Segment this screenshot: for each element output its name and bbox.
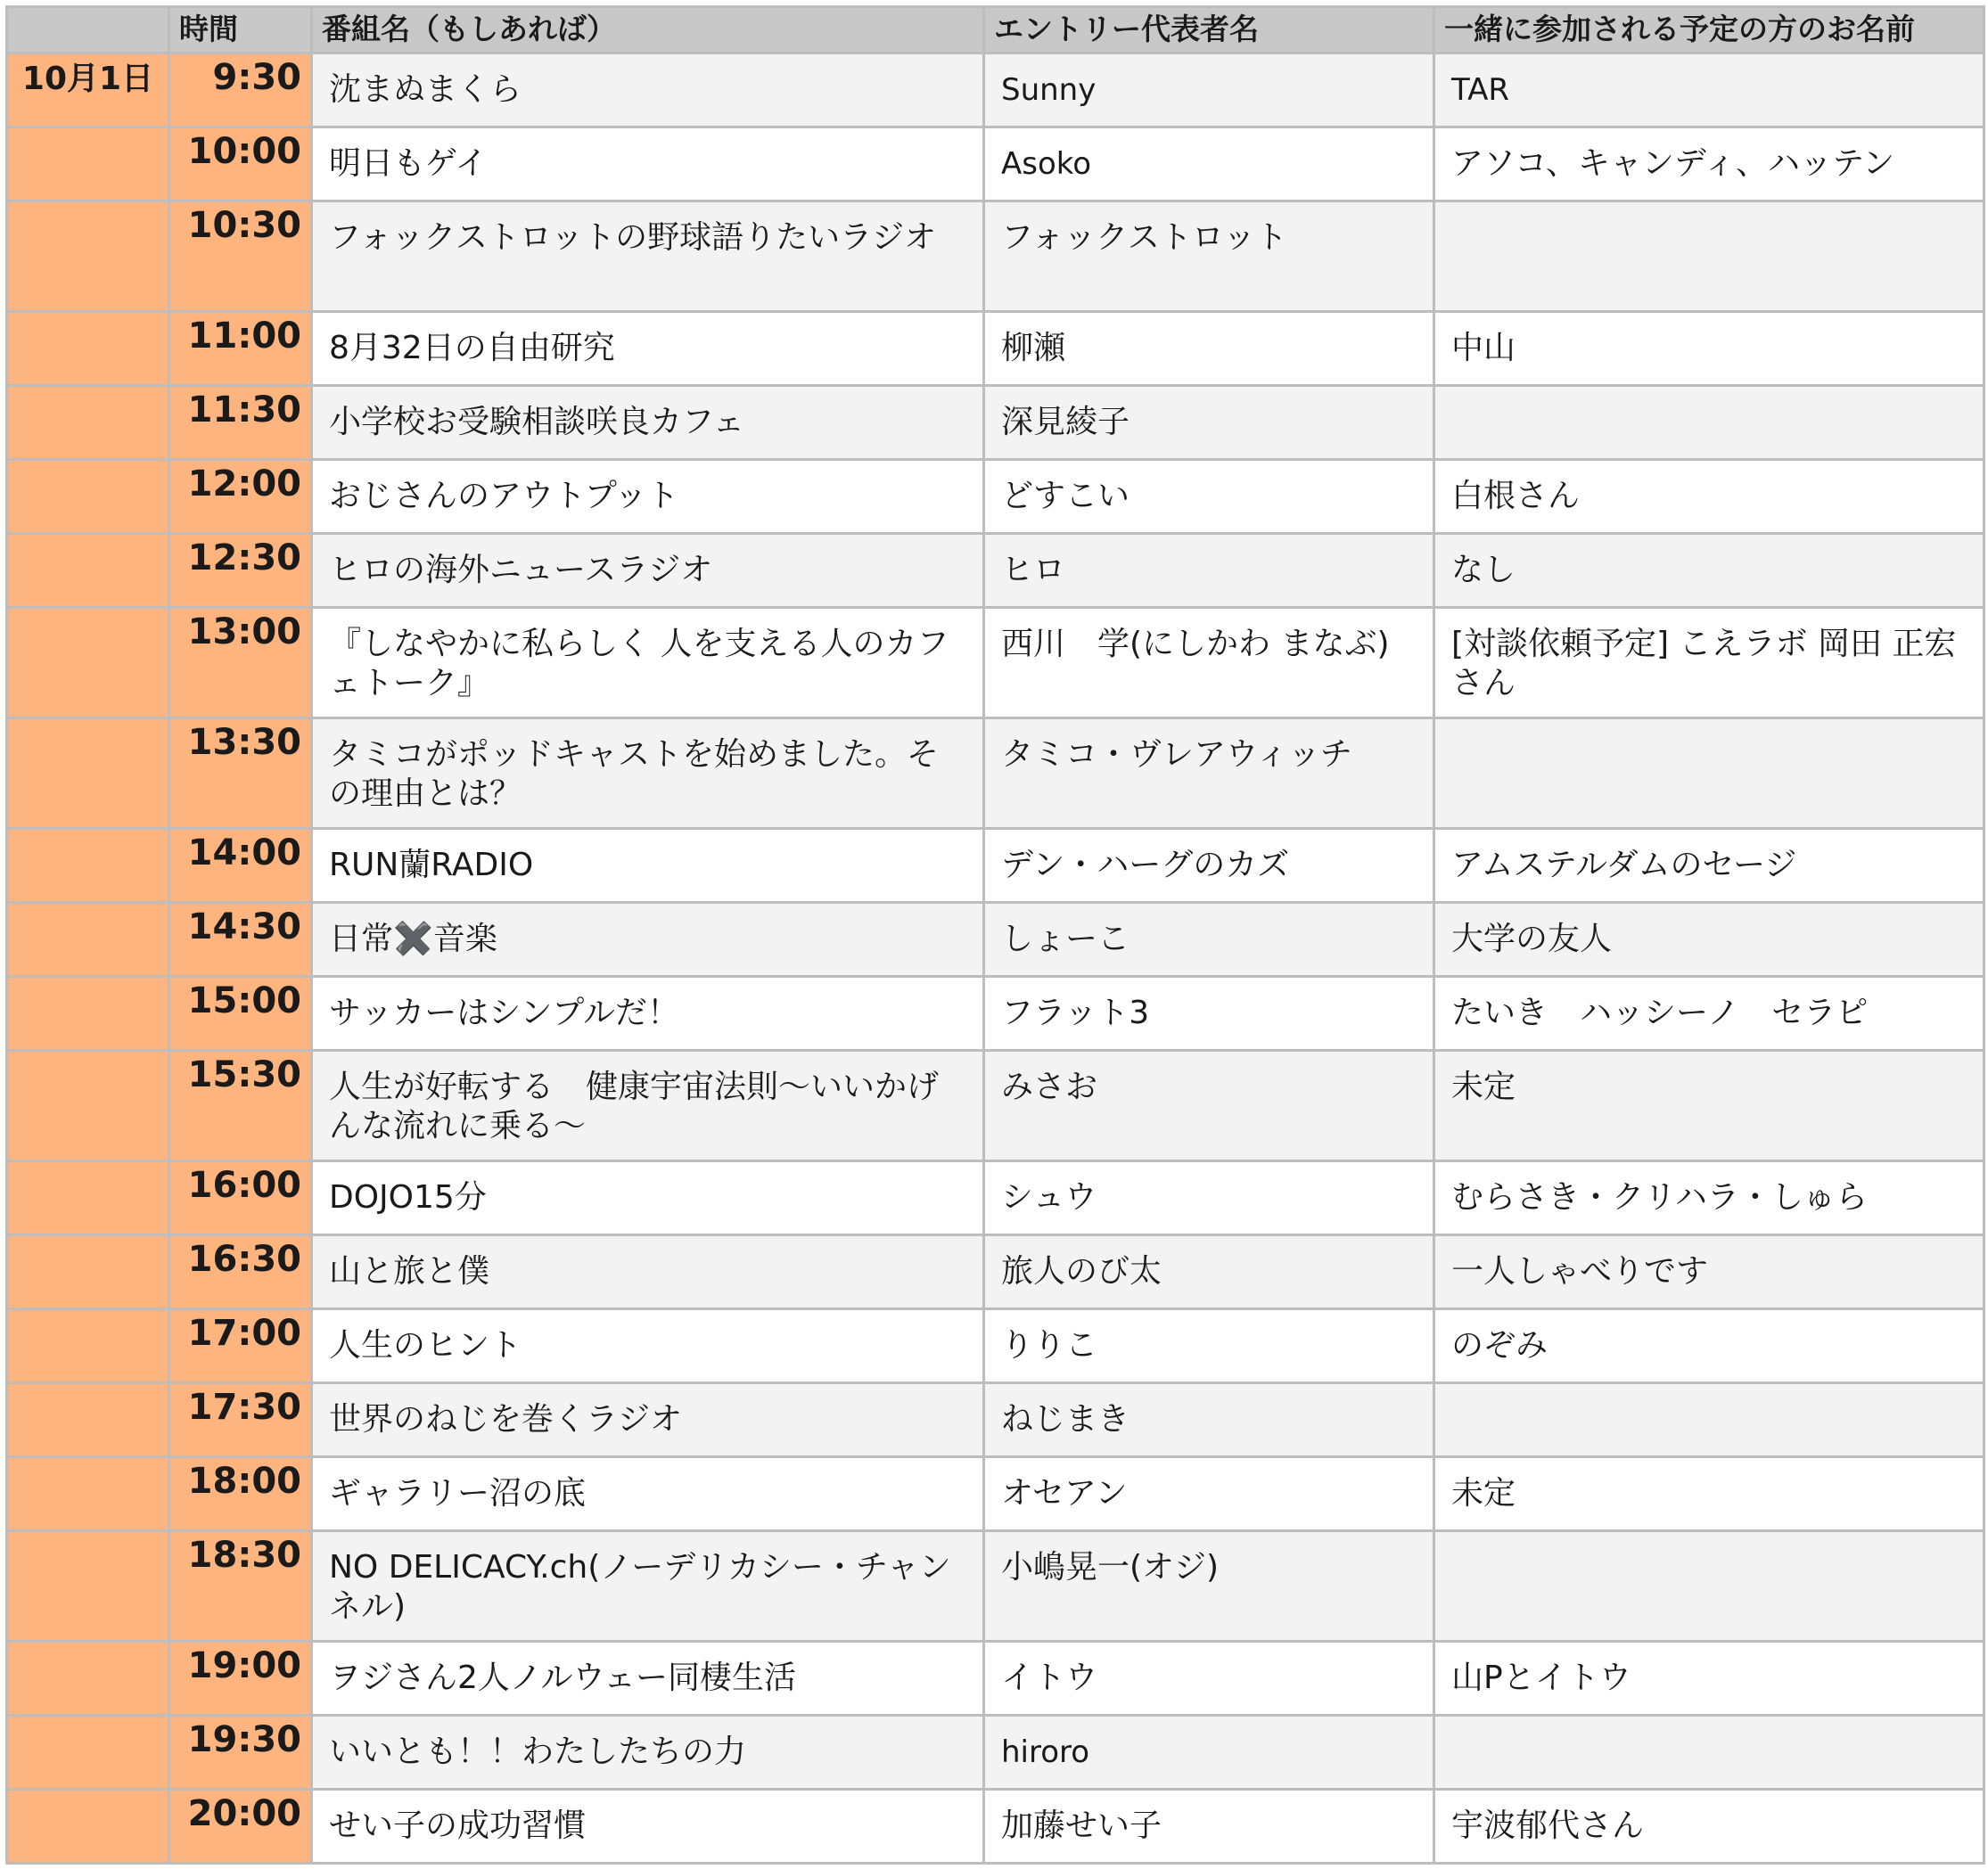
date-cell[interactable] — [7, 1457, 169, 1531]
date-cell[interactable] — [7, 1235, 169, 1309]
participants-cell[interactable]: むらさき・クリハラ・しゅら — [1434, 1161, 1984, 1235]
participants-cell[interactable]: なし — [1434, 534, 1984, 608]
table-row — [7, 460, 1984, 534]
representative-cell[interactable]: Asoko — [984, 127, 1434, 201]
date-cell[interactable] — [7, 718, 169, 829]
program-cell[interactable]: おじさんのアウトプット — [312, 460, 984, 534]
table-row — [7, 1716, 1984, 1790]
program-cell[interactable]: サッカーはシンプルだ！ — [312, 977, 984, 1051]
time-cell[interactable]: 14:00 — [169, 829, 312, 903]
representative-cell[interactable]: 旅人のび太 — [984, 1235, 1434, 1309]
participants-cell[interactable]: 大学の友人 — [1434, 903, 1984, 977]
date-cell[interactable] — [7, 1642, 169, 1716]
date-cell[interactable] — [7, 386, 169, 460]
time-cell[interactable]: 14:30 — [169, 903, 312, 977]
representative-cell[interactable]: hiroro — [984, 1716, 1434, 1790]
time-cell[interactable]: 19:30 — [169, 1716, 312, 1790]
header-program[interactable]: 番組名（もしあれば） — [312, 7, 984, 53]
participants-cell[interactable]: アムステルダムのセージ — [1434, 829, 1984, 903]
program-cell[interactable]: 沈まぬまくら — [312, 53, 984, 127]
time-cell[interactable]: 10:30 — [169, 201, 312, 312]
table-row — [7, 127, 1984, 201]
schedule-body — [7, 53, 1984, 1864]
time-cell[interactable]: 11:00 — [169, 312, 312, 386]
time-cell[interactable]: 15:00 — [169, 977, 312, 1051]
participants-cell[interactable]: 未定 — [1434, 1051, 1984, 1161]
program-cell[interactable]: ギャラリー沼の底 — [312, 1457, 984, 1531]
time-cell[interactable]: 11:30 — [169, 386, 312, 460]
table-row — [7, 1531, 1984, 1642]
header-date[interactable] — [7, 7, 169, 53]
date-cell[interactable] — [7, 829, 169, 903]
date-cell[interactable] — [7, 1383, 169, 1457]
table-row — [7, 903, 1984, 977]
table-row — [7, 1235, 1984, 1309]
time-cell[interactable]: 12:00 — [169, 460, 312, 534]
participants-cell[interactable] — [1434, 718, 1984, 829]
participants-cell[interactable]: 中山 — [1434, 312, 1984, 386]
header-row — [7, 7, 1984, 53]
table-row — [7, 534, 1984, 608]
table-row — [7, 53, 1984, 127]
program-cell[interactable]: 明日もゲイ — [312, 127, 984, 201]
program-cell[interactable]: NO DELICACY.ch(ノーデリカシー・チャンネル) — [312, 1531, 984, 1642]
time-cell[interactable]: 13:30 — [169, 718, 312, 829]
participants-cell[interactable]: 一人しゃべりです — [1434, 1235, 1984, 1309]
participants-cell[interactable] — [1434, 201, 1984, 312]
program-cell[interactable]: 人生のヒント — [312, 1309, 984, 1383]
representative-cell[interactable]: イトウ — [984, 1642, 1434, 1716]
representative-cell[interactable]: 柳瀬 — [984, 312, 1434, 386]
program-cell[interactable]: いいとも！！わたしたちの力 — [312, 1716, 984, 1790]
time-cell[interactable]: 15:30 — [169, 1051, 312, 1161]
date-cell[interactable] — [7, 608, 169, 718]
date-cell[interactable] — [7, 1531, 169, 1642]
time-cell[interactable]: 13:00 — [169, 608, 312, 718]
date-cell[interactable] — [7, 1051, 169, 1161]
representative-cell[interactable]: フラット3 — [984, 977, 1434, 1051]
time-cell[interactable]: 16:30 — [169, 1235, 312, 1309]
representative-cell[interactable]: どすこい — [984, 460, 1434, 534]
participants-cell[interactable]: たいき ハッシーノ セラピ — [1434, 977, 1984, 1051]
representative-cell[interactable]: シュウ — [984, 1161, 1434, 1235]
time-cell[interactable]: 17:30 — [169, 1383, 312, 1457]
time-cell[interactable]: 20:00 — [169, 1790, 312, 1864]
program-cell[interactable]: 日常✖️音楽 — [312, 903, 984, 977]
representative-cell[interactable]: フォックストロット — [984, 201, 1434, 312]
table-row — [7, 1161, 1984, 1235]
date-cell[interactable] — [7, 534, 169, 608]
table-row — [7, 1642, 1984, 1716]
table-row — [7, 312, 1984, 386]
table-row — [7, 1383, 1984, 1457]
time-cell[interactable]: 12:30 — [169, 534, 312, 608]
table-row — [7, 201, 1984, 312]
representative-cell[interactable]: みさお — [984, 1051, 1434, 1161]
table-row — [7, 829, 1984, 903]
date-cell[interactable] — [7, 1790, 169, 1864]
program-cell[interactable]: タミコがポッドキャストを始めました。その理由とは？ — [312, 718, 984, 829]
table-row — [7, 608, 1984, 718]
participants-cell[interactable]: 山Pとイトウ — [1434, 1642, 1984, 1716]
time-cell[interactable]: 9:30 — [169, 53, 312, 127]
participants-cell[interactable]: 未定 — [1434, 1457, 1984, 1531]
representative-cell[interactable]: タミコ・ヴレアウィッチ — [984, 718, 1434, 829]
date-cell[interactable] — [7, 201, 169, 312]
program-cell[interactable]: RUN蘭RADIO — [312, 829, 984, 903]
date-cell[interactable] — [7, 903, 169, 977]
representative-cell[interactable]: ヒロ — [984, 534, 1434, 608]
program-cell[interactable]: せい子の成功習慣 — [312, 1790, 984, 1864]
participants-cell[interactable]: アソコ、キャンディ、ハッテン — [1434, 127, 1984, 201]
program-cell[interactable]: 8月32日の自由研究 — [312, 312, 984, 386]
table-row — [7, 1309, 1984, 1383]
participants-cell[interactable]: 宇波郁代さん — [1434, 1790, 1984, 1864]
program-cell[interactable]: ヲジさん2人ノルウェー同棲生活 — [312, 1642, 984, 1716]
header-time[interactable]: 時間 — [169, 7, 312, 53]
table-row — [7, 1051, 1984, 1161]
representative-cell[interactable]: 深見綾子 — [984, 386, 1434, 460]
representative-cell[interactable]: デン・ハーグのカズ — [984, 829, 1434, 903]
date-cell[interactable] — [7, 312, 169, 386]
time-cell[interactable]: 18:30 — [169, 1531, 312, 1642]
program-cell[interactable]: ヒロの海外ニュースラジオ — [312, 534, 984, 608]
participants-cell[interactable] — [1434, 1531, 1984, 1642]
program-cell[interactable]: フォックストロットの野球語りたいラジオ — [312, 201, 984, 312]
time-cell[interactable]: 16:00 — [169, 1161, 312, 1235]
header-representative[interactable]: エントリー代表者名 — [984, 7, 1434, 53]
time-cell[interactable]: 19:00 — [169, 1642, 312, 1716]
time-cell[interactable]: 18:00 — [169, 1457, 312, 1531]
date-cell[interactable] — [7, 1716, 169, 1790]
table-row — [7, 977, 1984, 1051]
participants-cell[interactable]: TAR — [1434, 53, 1984, 127]
representative-cell[interactable]: りりこ — [984, 1309, 1434, 1383]
representative-cell[interactable]: しょーこ — [984, 903, 1434, 977]
representative-cell[interactable]: 加藤せい子 — [984, 1790, 1434, 1864]
table-row — [7, 1457, 1984, 1531]
program-cell[interactable]: DOJO15分 — [312, 1161, 984, 1235]
participants-cell[interactable]: 白根さん — [1434, 460, 1984, 534]
program-cell[interactable]: 人生が好転する 健康宇宙法則〜いいかげんな流れに乗る〜 — [312, 1051, 984, 1161]
participants-cell[interactable]: のぞみ — [1434, 1309, 1984, 1383]
time-cell[interactable]: 10:00 — [169, 127, 312, 201]
representative-cell[interactable]: ねじまき — [984, 1383, 1434, 1457]
representative-cell[interactable]: 小嶋晃一(オジ) — [984, 1531, 1434, 1642]
participants-cell[interactable] — [1434, 386, 1984, 460]
representative-cell[interactable]: Sunny — [984, 53, 1434, 127]
table-row — [7, 718, 1984, 829]
participants-cell[interactable] — [1434, 1716, 1984, 1790]
participants-cell[interactable] — [1434, 1383, 1984, 1457]
representative-cell[interactable]: オセアン — [984, 1457, 1434, 1531]
table-row — [7, 1790, 1984, 1864]
header-participants[interactable]: 一緒に参加される予定の方のお名前 — [1434, 7, 1984, 53]
date-cell[interactable] — [7, 977, 169, 1051]
program-cell[interactable]: 小学校お受験相談咲良カフェ — [312, 386, 984, 460]
date-cell[interactable] — [7, 127, 169, 201]
date-cell[interactable]: 10月1日 — [7, 53, 169, 127]
representative-cell[interactable]: 西川 学(にしかわ まなぶ) — [984, 608, 1434, 718]
program-cell[interactable]: 世界のねじを巻くラジオ — [312, 1383, 984, 1457]
date-cell[interactable] — [7, 1309, 169, 1383]
date-cell[interactable] — [7, 460, 169, 534]
program-cell[interactable]: 山と旅と僕 — [312, 1235, 984, 1309]
schedule-table — [5, 5, 1985, 1865]
time-cell[interactable]: 17:00 — [169, 1309, 312, 1383]
participants-cell[interactable]: [対談依頼予定] こえラボ 岡田 正宏さん — [1434, 608, 1984, 718]
date-cell[interactable] — [7, 1161, 169, 1235]
program-cell[interactable]: 『しなやかに私らしく 人を支える人のカフェトーク』 — [312, 608, 984, 718]
table-row — [7, 386, 1984, 460]
